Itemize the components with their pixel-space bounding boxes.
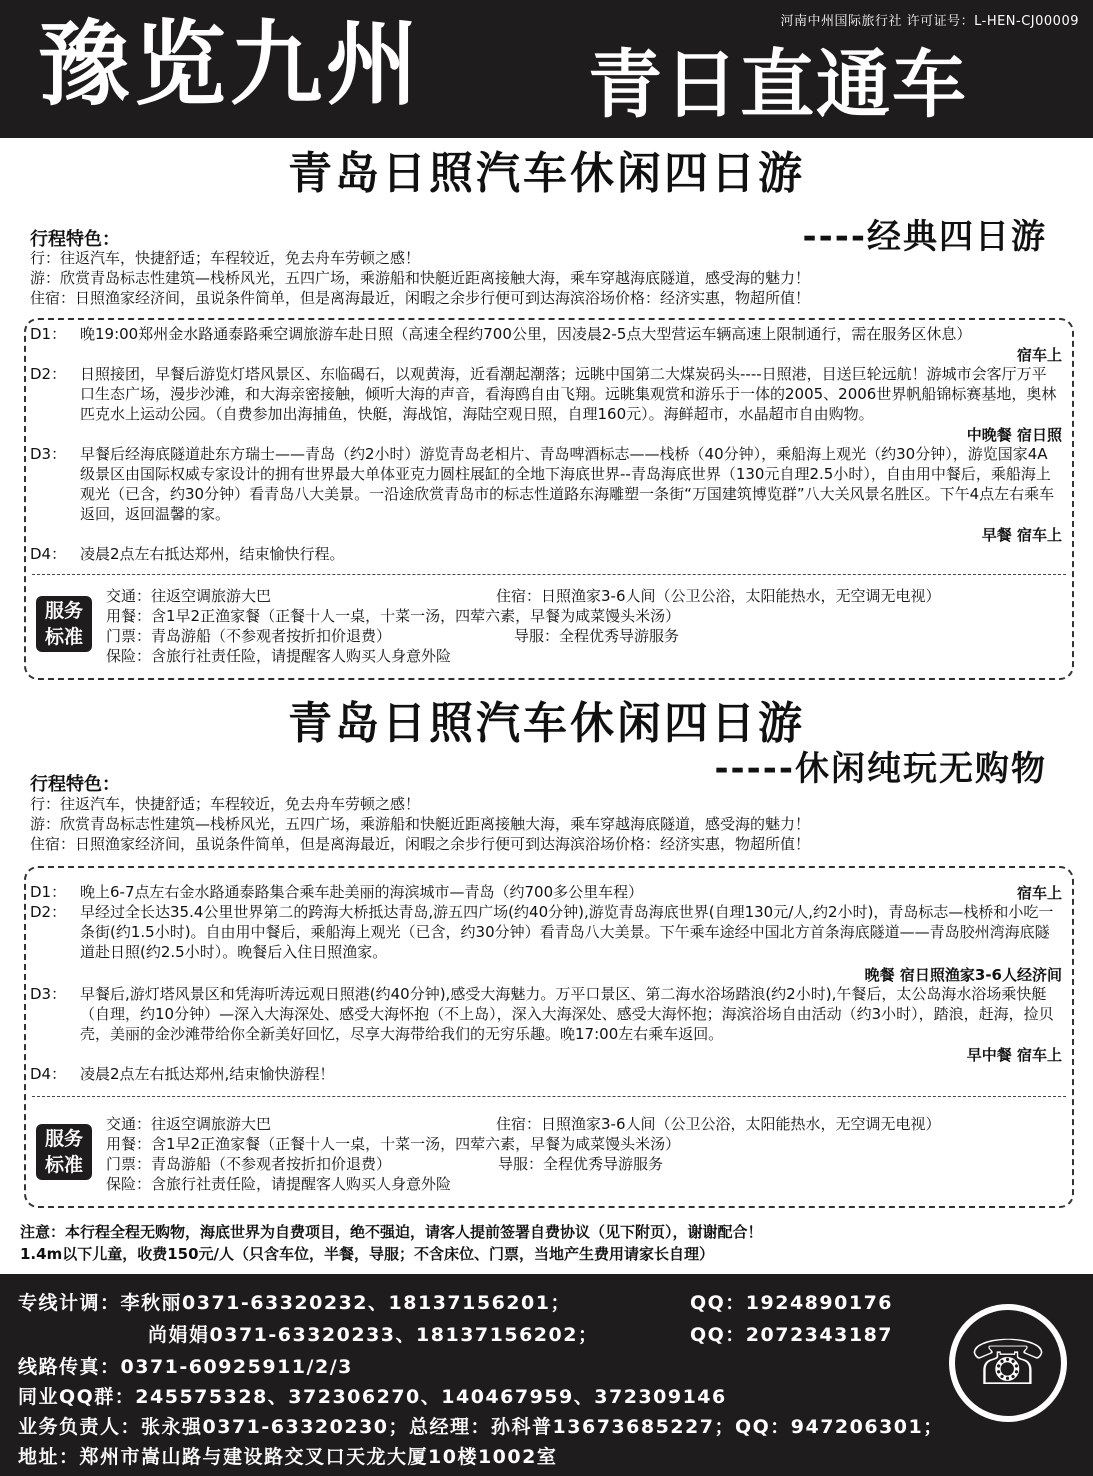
badge-line: 服务 <box>44 600 83 622</box>
tour2-day-2-meal: 晚餐 宿日照渔家3-6人经济间 <box>864 966 1062 984</box>
tour2-day-1-meal: 宿车上 <box>1016 884 1062 902</box>
tour1-day-1 <box>30 324 1060 344</box>
day-text: 晚19:00郑州金水路通泰路乘空调旅游车赴日照（高速全程约700公里，因凌晨2-5点大型营运车辆高速上限制通行，需在服务区休息） <box>80 325 972 343</box>
day-label: D4： <box>30 545 67 563</box>
contact-planner-1: 专线计调：李秋丽0371-63320232、18137156201； <box>18 1292 571 1314</box>
day-text: 日照接团，早餐后游览灯塔风景区、东临碣石，以观黄海，近看潮起潮落；远眺中国第二大煤炭码头----日照港，目送巨轮远航！游城市会客厅万平口生态广场，漫步沙滩，和大海亲密接触，倾听大海的声音，看海鸥自由飞翔。远眺集观赏和游乐于一体的2005、2006世界帆船锦标赛基地，奥林匹克水上运动公园。（自费参加出海捕鱼，快艇，海战馆，海陆空观日照，自理160元）。海鲜超市，水晶超市自由购物。 <box>80 365 1057 423</box>
day-label: D3： <box>30 445 67 463</box>
phone-icon: ☏ <box>949 1304 1067 1422</box>
tour2-day-1 <box>30 882 1060 902</box>
contact-footer <box>0 1274 1093 1476</box>
license-number: 河南中州国际旅行社 许可证号：L-HEN-CJ00009 <box>780 14 1079 29</box>
day-text: 晚上6-7点左右金水路通泰路集合乘车赴美丽的海滨城市—青岛（约700多公里车程） <box>80 883 644 901</box>
tour2-title: 青岛日照汽车休闲四日游 <box>288 698 805 749</box>
tour2-service-guide: 导服：全程优秀导游服务 <box>498 1155 664 1173</box>
tour2-feature-lodging: 住宿：日照渔家经济间，虽说条件简单，但是离海最近，闲暇之余步行便可到达海滨浴场价格：经济实惠，物超所值！ <box>30 835 811 853</box>
badge-line: 标准 <box>44 1154 83 1176</box>
day-text: 早餐后,游灯塔风景区和凭海听涛远观日照港(约40分钟),感受大海魅力。万平口景区、第二海水浴场踏浪(约2小时),午餐后，太公岛海水浴场乘快艇（自理，约10分钟）—深入大海深处、感受大海怀抱（不上岛），深入大海深处、感受大海怀抱；海滨浴场自由活动（约3小时），踏浪，赶海，捡贝壳，美丽的金沙滩带给你全新美好回忆，尽享大海带给我们的无穷乐趣。晚17:00左右乘车返回。 <box>80 985 1054 1043</box>
tour2-service-tickets: 门票：青岛游船（不参观者按折扣价退费） <box>106 1155 392 1173</box>
tour2-subtitle: -----休闲纯玩无购物 <box>714 749 1047 789</box>
tour2-service-insurance: 保险：含旅行社责任险，请提醒客人购买人身意外险 <box>106 1175 452 1193</box>
tour1-service-transport: 交通：往返空调旅游大巴 <box>106 587 272 605</box>
tour1-service-badge <box>36 596 92 652</box>
day-text: 早餐后经海底隧道赴东方瑞士——青岛（约2小时）游览青岛老相片、青岛啤酒标志——栈桥（40分钟），乘船海上观光（约30分钟），游览国家4A级景区由国际权威专家设计的拥有世界最大单体亚克力圆柱展缸的全地下海底世界--青岛海底世界（130元自理2.5小时），自由用中餐后，乘船海上观光（已含，约30分钟）看青岛八大美景。一沿途欣赏青岛市的标志性道路东海雕塑一条街“万国建筑博览群”八大关风景名胜区。下午4点左右乘车返回，返回温馨的家。 <box>80 445 1055 523</box>
qq-planner-1: QQ：1924890176 <box>690 1292 894 1314</box>
tour1-divider <box>32 574 1066 575</box>
day-label: D1： <box>30 325 67 343</box>
badge-line: 服务 <box>44 1128 83 1150</box>
tour2-day-3-meal: 早中餐 宿车上 <box>966 1046 1062 1064</box>
tour2-itinerary-box <box>24 866 1074 1208</box>
tour2-feature-sightseeing: 游：欣赏青岛标志性建筑—栈桥风光，五四广场，乘游船和快艇近距离接触大海，乘车穿越海底隧道，感受海的魅力！ <box>30 815 811 833</box>
qq-planner-2: QQ：2072343187 <box>690 1324 894 1346</box>
tour1-feature-label: 行程特色： <box>30 229 120 250</box>
day-text: 凌晨2点左右抵达郑州，结束愉快行程。 <box>80 545 345 563</box>
day-label: D3： <box>30 985 67 1003</box>
header-banner <box>0 0 1093 138</box>
tour1-day-2-meal: 中晚餐 宿日照 <box>966 426 1062 444</box>
tour1-service-guide: 导服：全程优秀导游服务 <box>514 627 680 645</box>
tour1-title: 青岛日照汽车休闲四日游 <box>288 148 805 199</box>
notice-children: 1.4m以下儿童，收费150元/人（只含车位，半餐，导服；不含床位、门票，当地产生费用请家长自理） <box>20 1245 714 1263</box>
business-manager: 业务负责人：张永强0371-63320230；总经理：孙科普13673685227；QQ：947206301； <box>18 1416 944 1438</box>
tour1-day-2 <box>30 364 1060 424</box>
tour1-day-4 <box>30 544 1060 564</box>
notice-no-shopping: 注意：本行程全程无购物，海底世界为自费项目，绝不强迫，请客人提前签署自费协议（见下附页），谢谢配合！ <box>20 1223 763 1241</box>
tour1-feature-transport: 行：往返汽车，快捷舒适；车程较近，免去舟车劳顿之感！ <box>30 249 421 267</box>
fax-line: 线路传真：0371-60925911/2/3 <box>18 1356 353 1378</box>
tour1-service-tickets: 门票：青岛游船（不参观者按折扣价退费） <box>106 627 392 645</box>
tour1-day-1-meal: 宿车上 <box>1016 346 1062 364</box>
brand-title: 豫览九州 <box>38 10 423 118</box>
tour2-service-transport: 交通：往返空调旅游大巴 <box>106 1115 272 1133</box>
group-qq: 同业QQ群：245575328、372306270、140467959、372309146 <box>18 1386 727 1408</box>
tour2-service-lodging: 住宿：日照渔家3-6人间（公卫公浴，太阳能热水，无空调无电视） <box>496 1115 941 1133</box>
day-text: 凌晨2点左右抵达郑州,结束愉快游程！ <box>80 1065 335 1083</box>
tour2-feature-label: 行程特色： <box>30 774 120 795</box>
day-text: 早经过全长达35.4公里世界第二的跨海大桥抵达青岛,游五四广场(约40分钟),游览青岛海底世界(自理130元/人,约2小时)，青岛标志—栈桥和小吃一条街(约1.5小时)。自由用中餐后，乘船海上观光（已含，约30分钟）看青岛八大美景。下午乘车途经中国北方首条海底隧道——青岛胶州湾海底隧道赴日照(约2.5小时）。晚餐后入住日照渔家。 <box>80 903 1054 961</box>
tour1-service-lodging: 住宿：日照渔家3-6人间（公卫公浴，太阳能热水，无空调无电视） <box>496 587 941 605</box>
day-label: D2： <box>30 903 67 921</box>
tour2-service-badge <box>36 1124 92 1180</box>
badge-line: 标准 <box>44 626 83 648</box>
tour2-day-3 <box>30 984 1060 1044</box>
tour1-day-3 <box>30 444 1060 524</box>
contact-planner-2: 尚娟娟0371-63320233、18137156202； <box>148 1324 599 1346</box>
day-label: D1： <box>30 883 67 901</box>
tour1-service-insurance: 保险：含旅行社责任险，请提醒客人购买人身意外险 <box>106 647 452 665</box>
tour1-subtitle: ----经典四日游 <box>802 217 1047 257</box>
tour1-service-meals: 用餐：含1早2正渔家餐（正餐十人一桌，十菜一汤，四荤六素，早餐为咸菜馒头米汤） <box>106 607 681 625</box>
tour2-day-4 <box>30 1064 1060 1084</box>
brand-subtitle: 青日直通车 <box>588 42 968 128</box>
tour2-divider <box>32 1096 1066 1097</box>
tour1-feature-lodging: 住宿：日照渔家经济间，虽说条件简单，但是离海最近，闲暇之余步行便可到达海滨浴场价格：经济实惠，物超所值！ <box>30 289 811 307</box>
day-label: D2： <box>30 365 67 383</box>
tour2-service-meals: 用餐：含1早2正渔家餐（正餐十人一桌，十菜一汤，四荤六素，早餐为咸菜馒头米汤） <box>106 1135 681 1153</box>
tour1-itinerary-box <box>24 318 1074 680</box>
address: 地址：郑州市嵩山路与建设路交叉口天龙大厦10楼1002室 <box>18 1446 558 1468</box>
tour2-day-2 <box>30 902 1060 962</box>
tour1-day-3-meal: 早餐 宿车上 <box>981 526 1062 544</box>
day-label: D4： <box>30 1065 67 1083</box>
tour1-feature-sightseeing: 游：欣赏青岛标志性建筑—栈桥风光，五四广场，乘游船和快艇近距离接触大海，乘车穿越海底隧道，感受海的魅力！ <box>30 269 811 287</box>
tour2-feature-transport: 行：往返汽车，快捷舒适；车程较近，免去舟车劳顿之感！ <box>30 795 421 813</box>
